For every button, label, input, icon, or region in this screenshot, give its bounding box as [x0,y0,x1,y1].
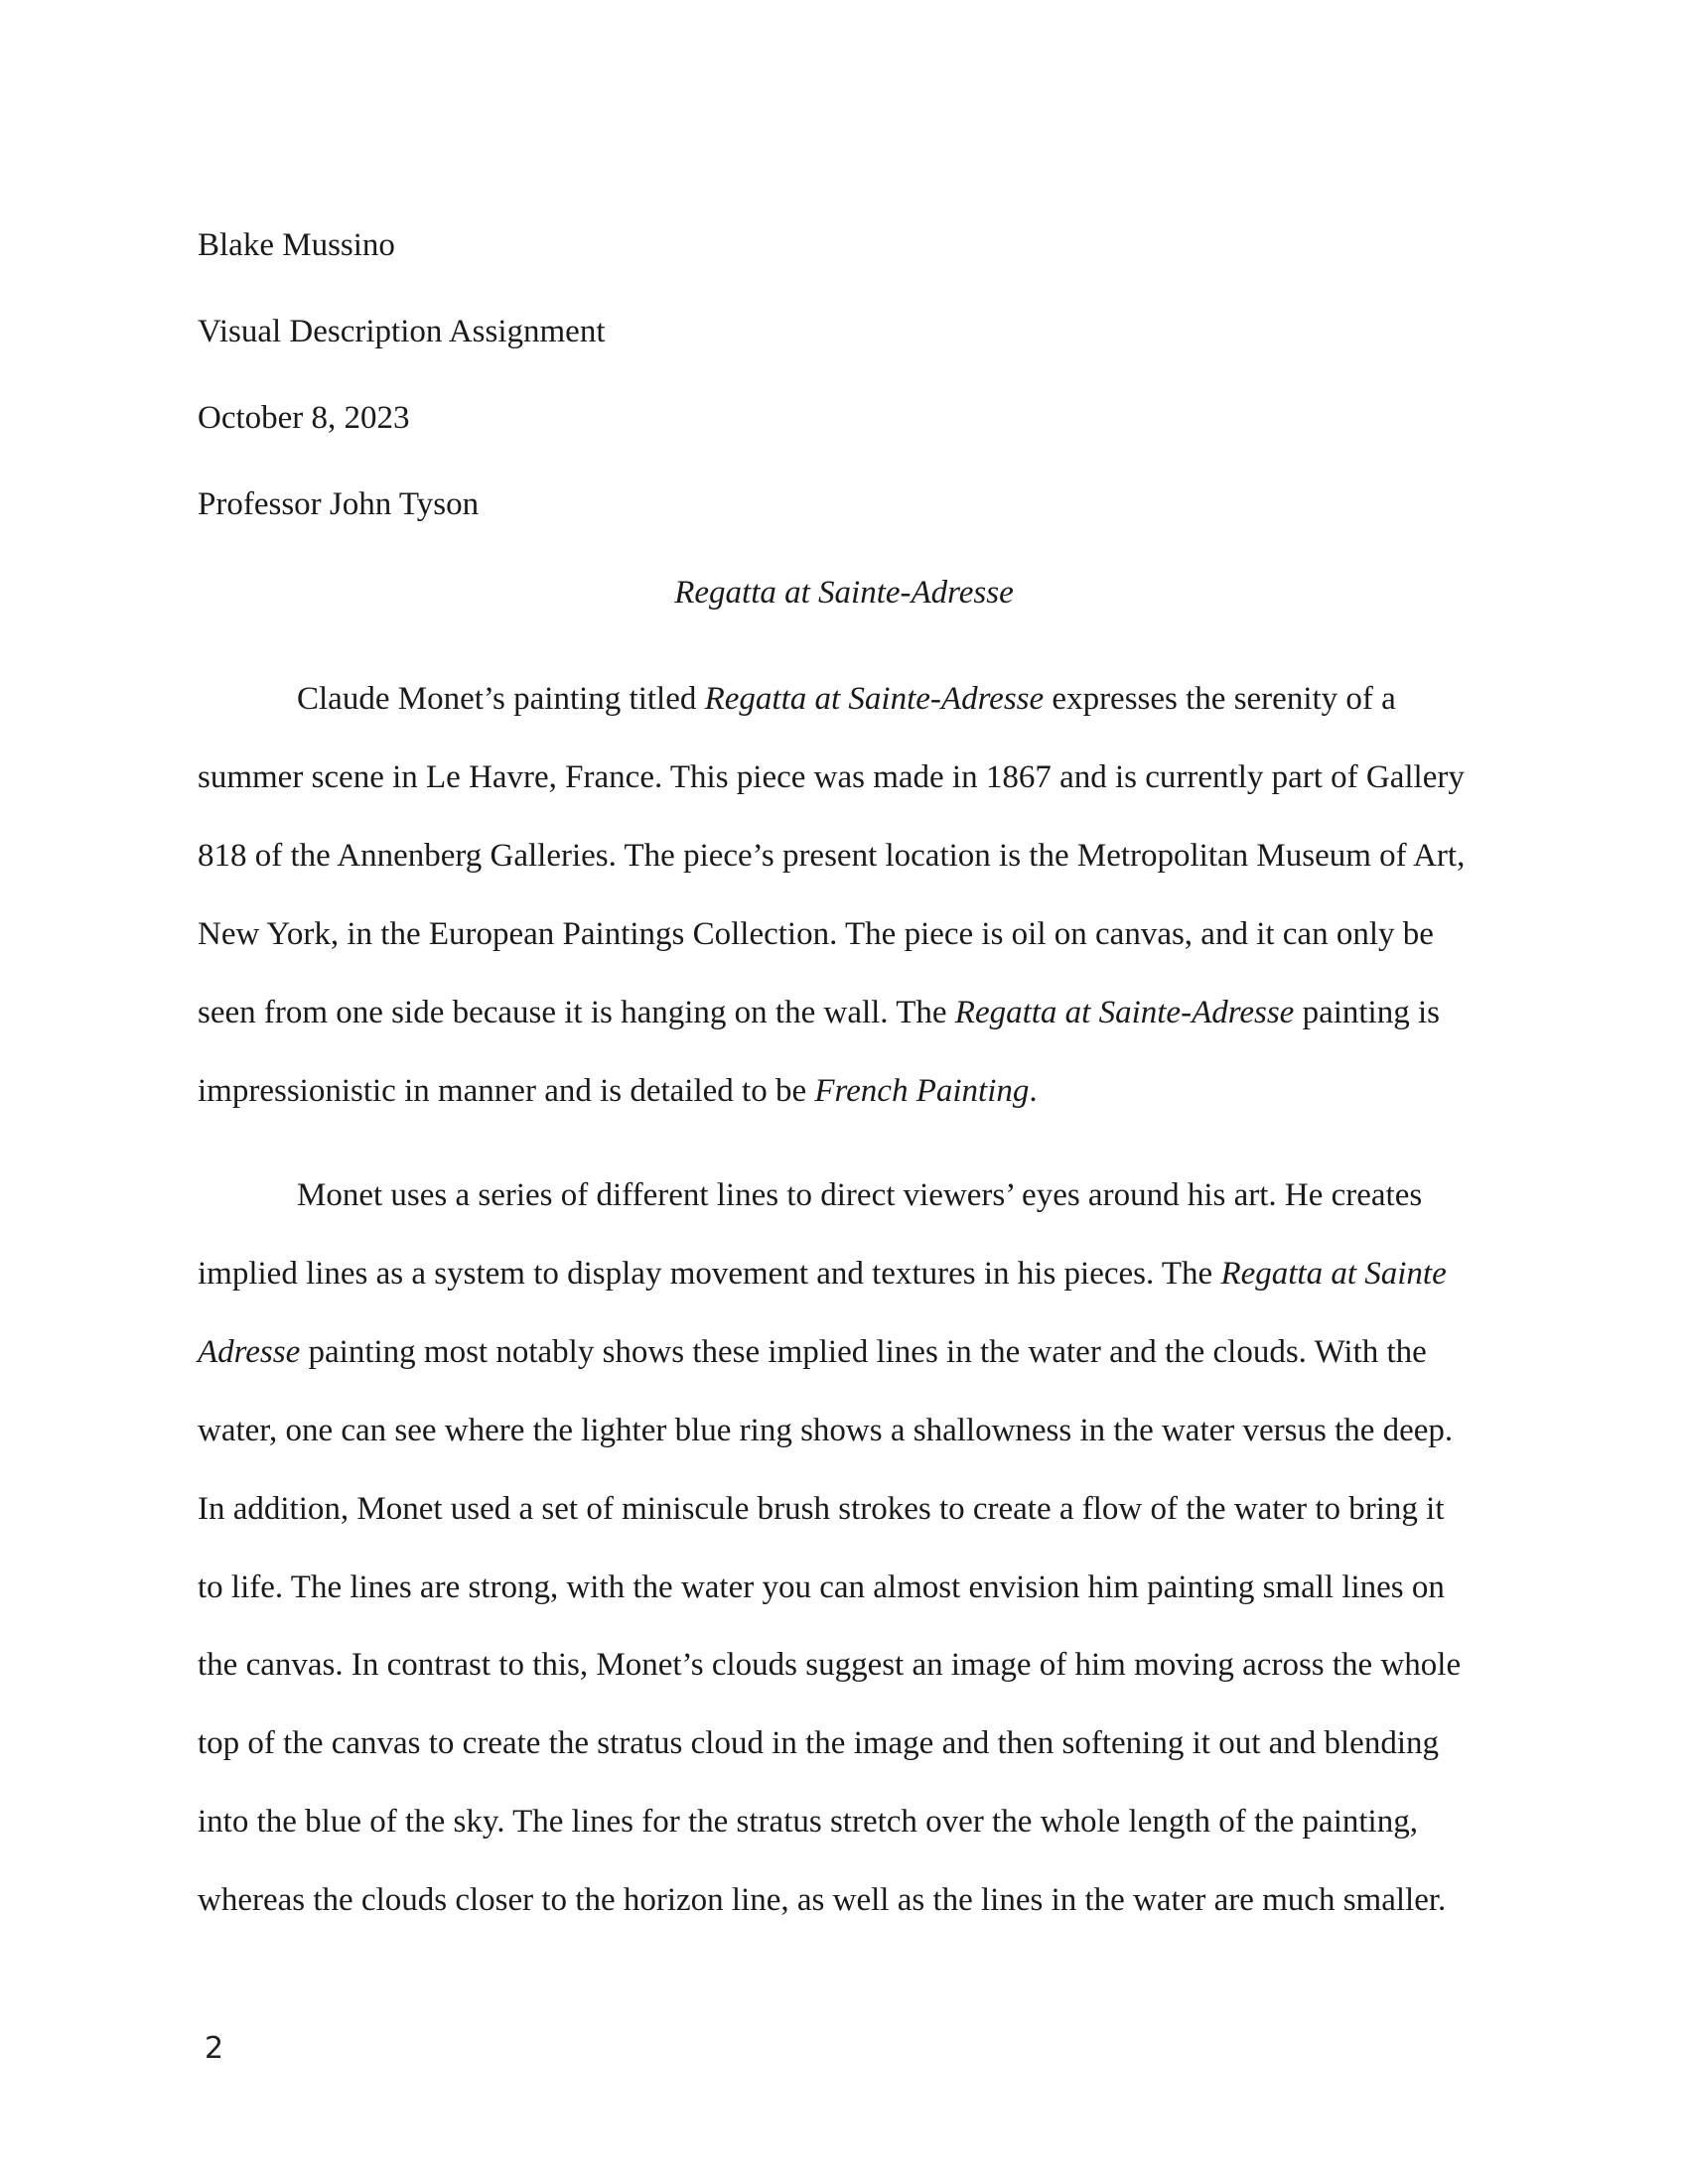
professor-name: Professor John Tyson [198,486,480,522]
paragraph-2 [198,1157,1498,1940]
page-number: 2 [205,2031,224,2066]
artwork-title-ref: Regatta at Sainte-Adresse [954,994,1295,1030]
essay-title: Regatta at Sainte-Adresse [674,575,1014,611]
paragraph-2-line: implied lines as a system to display movement and textures in his pieces. The Regatta at Sainte [198,1255,1447,1292]
document-date: October 8, 2023 [198,400,410,436]
paragraph-2-line: In addition, Monet used a set of miniscule brush strokes to create a flow of the water to bring it [198,1490,1445,1527]
paragraph-1-line: seen from one side because it is hanging on the wall. The Regatta at Sainte-Adresse painting is [198,994,1440,1030]
author-name: Blake Mussino [198,227,395,263]
paragraph-1-line: 818 of the Annenberg Galleries. The piece’s present location is the Metropolitan Museum of Art, [198,837,1466,874]
paragraph-2-line: the canvas. In contrast to this, Monet’s clouds suggest an image of him moving across the whole [198,1647,1462,1684]
paragraph-2-line: top of the canvas to create the stratus cloud in the image and then softening it out and blending [198,1725,1439,1762]
paragraph-2-line: into the blue of the sky. The lines for the stratus stretch over the whole length of the painting, [198,1804,1418,1841]
artwork-title-ref: Adresse [198,1333,301,1370]
paragraph-1-line: impressionistic in manner and is detailed to be French Painting. [198,1072,1038,1109]
paragraph-2-line: whereas the clouds closer to the horizon line, as well as the lines in the water are much smaller. [198,1882,1447,1919]
paragraph-2-line: to life. The lines are strong, with the water you can almost envision him painting small lines on [198,1569,1445,1605]
paragraph-1 [198,660,1498,1130]
paragraph-2-line: Adresse painting most notably shows these implied lines in the water and the clouds. With the [198,1333,1427,1370]
paragraph-1-line: summer scene in Le Havre, France. This piece was made in 1867 and is currently part of Gallery [198,758,1465,795]
paragraph-2-line: Monet uses a series of different lines to direct viewers’ eyes around his art. He creates [297,1177,1423,1213]
artwork-title-ref: Regatta at Sainte-Adresse [704,681,1045,717]
artwork-title-ref: Regatta at Sainte [1220,1255,1447,1292]
assignment-name: Visual Description Assignment [198,314,606,349]
classification-ref: French Painting [814,1072,1030,1109]
paragraph-2-line: water, one can see where the lighter blue ring shows a shallowness in the water versus the deep. [198,1412,1454,1448]
paragraph-1-line: New York, in the European Paintings Collection. The piece is oil on canvas, and it can only be [198,915,1434,952]
paragraph-1-line: Claude Monet’s painting titled Regatta at Sainte-Adresse expresses the serenity of a [297,681,1396,717]
